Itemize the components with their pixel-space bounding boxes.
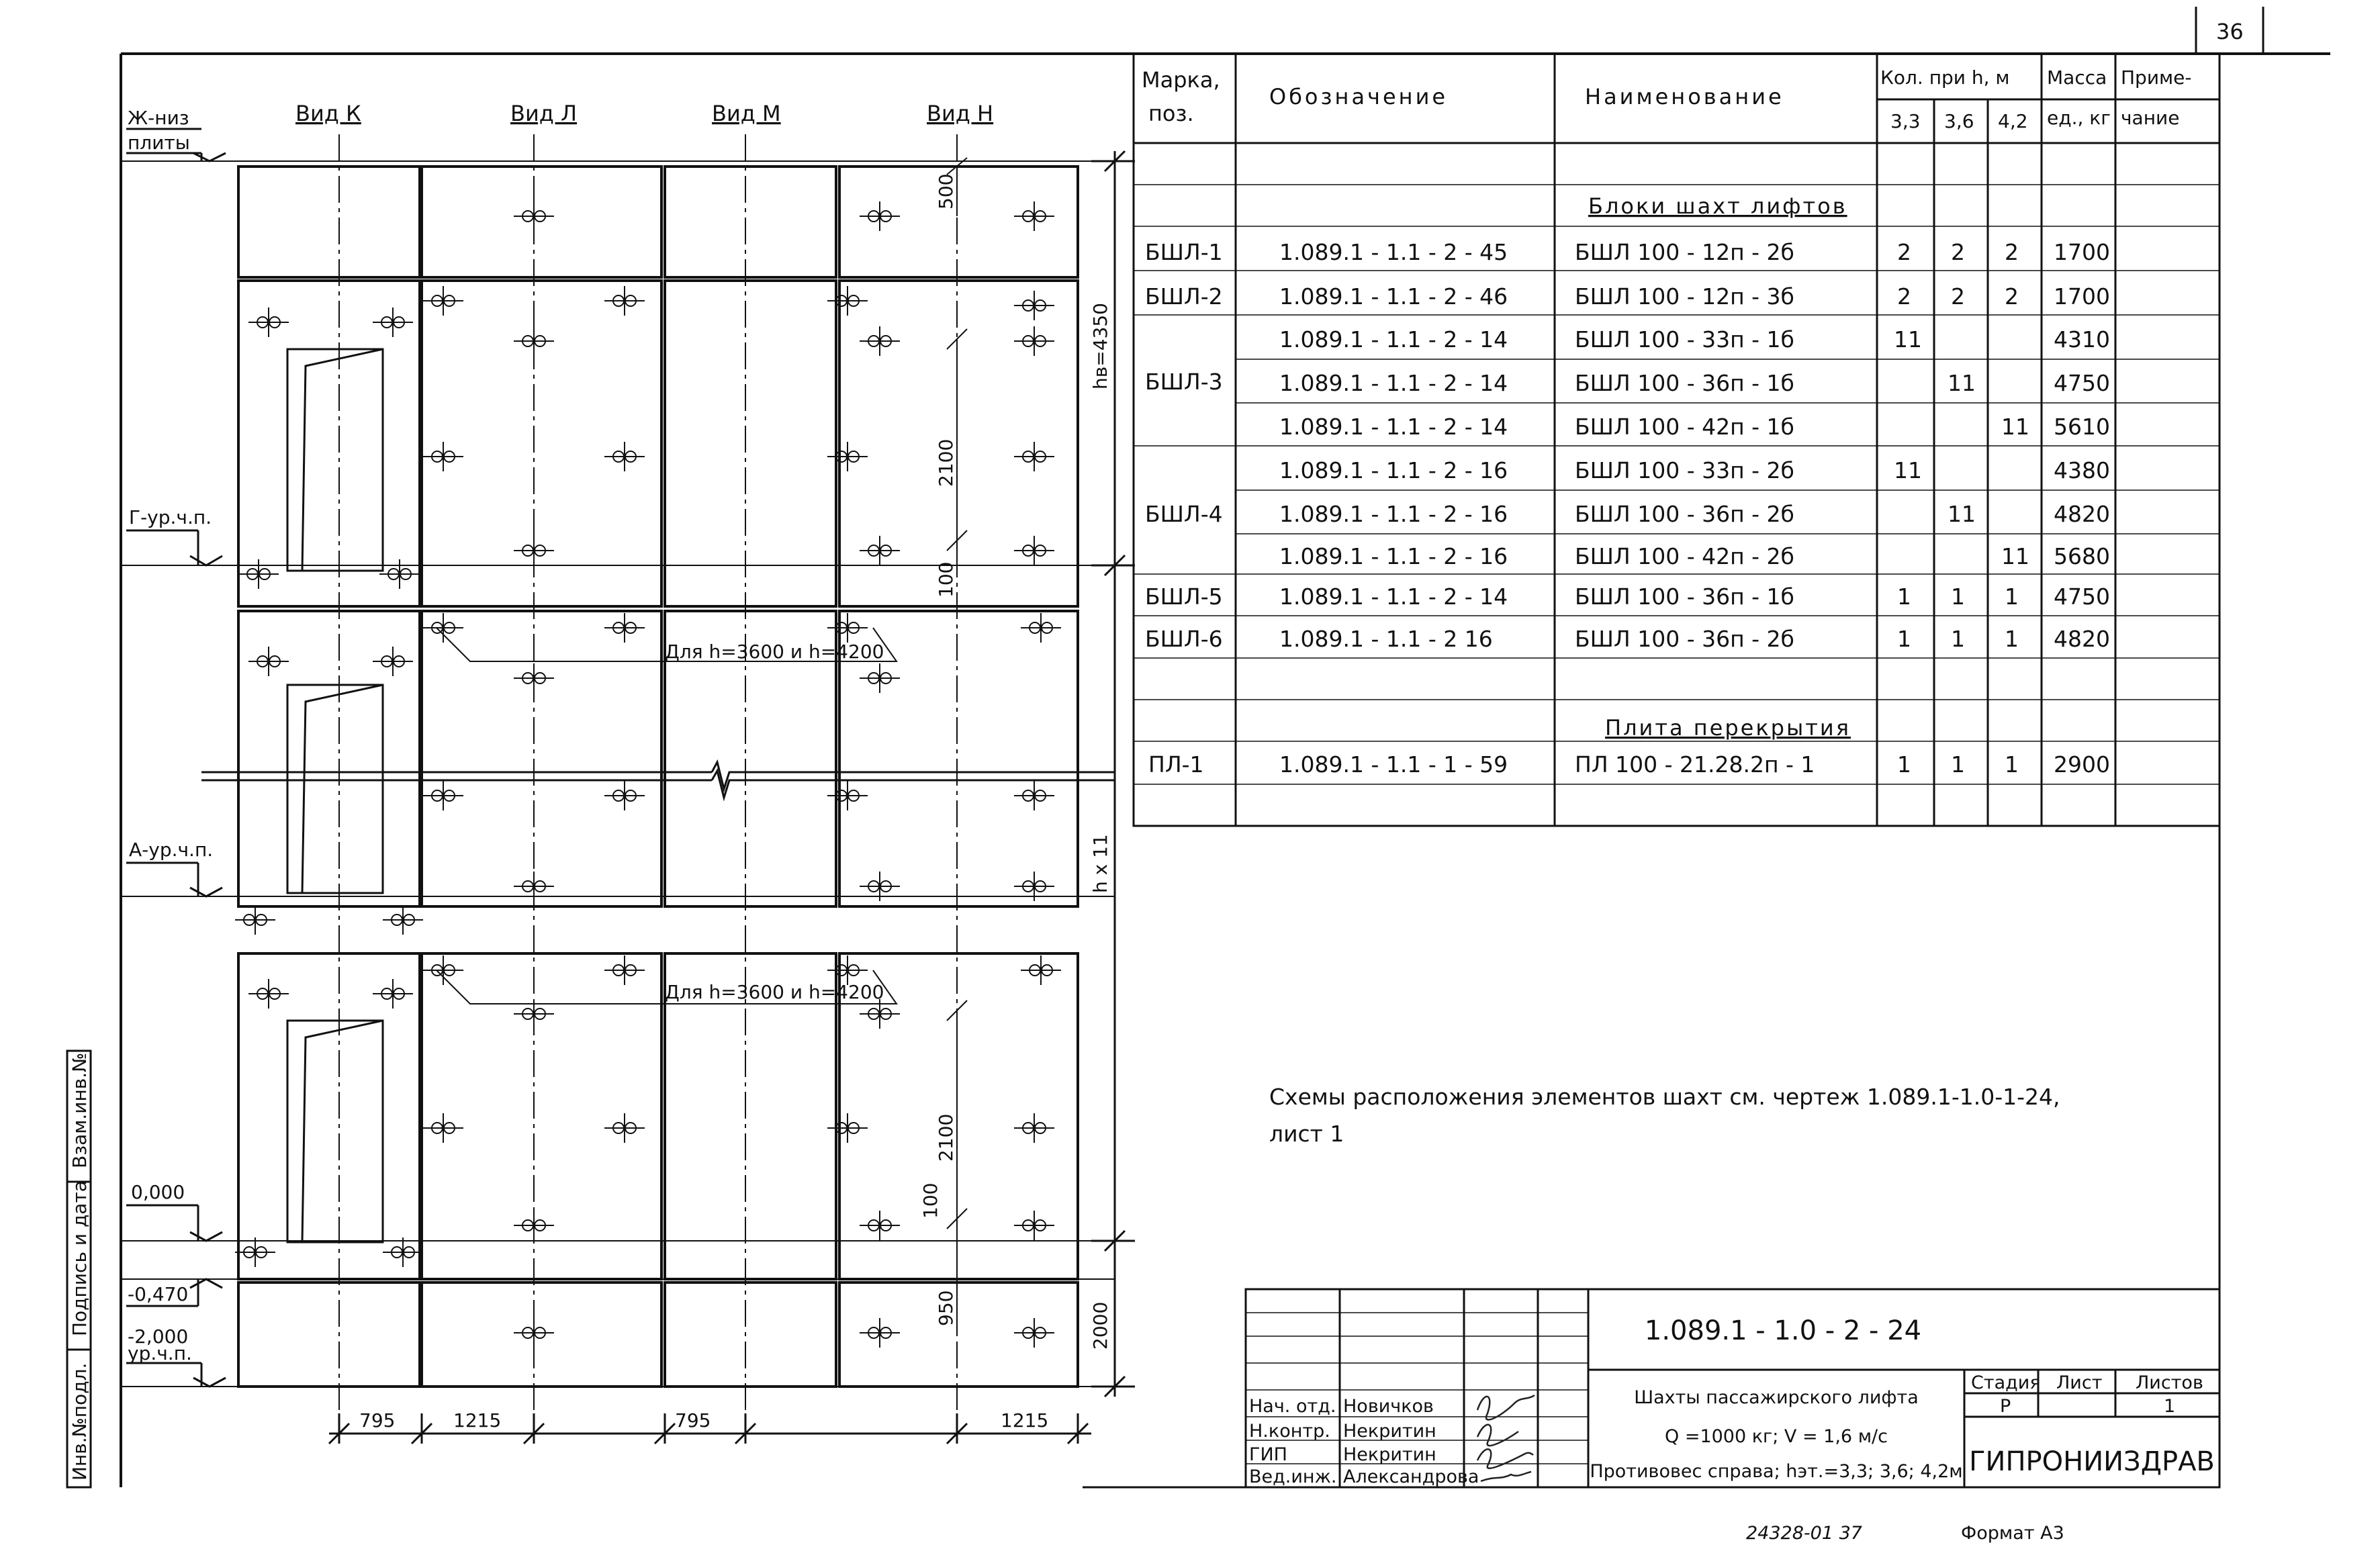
page-number: 36 bbox=[2216, 19, 2244, 44]
sig-name-4: Александрова bbox=[1343, 1466, 1479, 1487]
cell-name: БШЛ 100 - 42п - 2б bbox=[1575, 543, 1794, 569]
side-stamp-label-2: Подпись и дата bbox=[68, 1180, 91, 1336]
cell-mass: 5680 bbox=[2054, 543, 2110, 569]
cell-name: БШЛ 100 - 12п - 2б bbox=[1575, 239, 1794, 265]
view-title-l: Вид Л bbox=[510, 101, 578, 126]
level-label-a: А-ур.ч.п. bbox=[129, 839, 214, 861]
cell-mass: 1700 bbox=[2054, 239, 2110, 265]
cell-qty-36: 1 bbox=[1951, 626, 1965, 652]
anchor-mark bbox=[514, 1211, 554, 1240]
spec-table bbox=[1134, 54, 2219, 826]
note-h3600-4200-2: Для h=3600 и h=4200 bbox=[665, 981, 884, 1003]
anchor-mark bbox=[383, 905, 423, 935]
hdr-note-1: Приме- bbox=[2121, 66, 2192, 89]
side-stamp-label-3: Инв.№подл. bbox=[68, 1362, 91, 1481]
anchor-mark bbox=[1014, 781, 1054, 810]
dim-bottom-1215-a: 1215 bbox=[453, 1409, 502, 1432]
anchor-mark bbox=[423, 955, 463, 985]
anchor-mark bbox=[860, 201, 900, 231]
cell-qty-33: 2 bbox=[1897, 283, 1911, 310]
anchor-mark bbox=[1014, 201, 1054, 231]
anchor-mark bbox=[860, 536, 900, 565]
side-stamp-label-1: Взам.инв.№ bbox=[68, 1052, 91, 1168]
dim-hv: hв=4350 bbox=[1089, 303, 1111, 389]
view-title-m: Вид М bbox=[712, 101, 781, 126]
cell-designation: 1.089.1 - 1.1 - 2 - 16 bbox=[1279, 457, 1508, 483]
anchor-mark bbox=[514, 1318, 554, 1348]
cell-designation: 1.089.1 - 1.1 - 2 16 bbox=[1279, 626, 1493, 652]
table-row bbox=[1279, 326, 2110, 353]
cell-mass: 5610 bbox=[2054, 414, 2110, 440]
anchor-mark bbox=[373, 647, 413, 676]
hdr-qty-33: 3,3 bbox=[1890, 110, 1921, 132]
level-label-zero: 0,000 bbox=[131, 1181, 185, 1203]
cell-mark: БШЛ-1 bbox=[1145, 239, 1223, 265]
anchor-mark bbox=[373, 308, 413, 337]
cell-designation: 1.089.1 - 1.1 - 2 - 16 bbox=[1279, 543, 1508, 569]
cell-mark: БШЛ-3 bbox=[1145, 369, 1223, 395]
panel-row-2 bbox=[238, 611, 1078, 906]
doc-code: 1.089.1 - 1.0 - 2 - 24 bbox=[1644, 1315, 1922, 1346]
doc-title-2: Q =1000 кг; V = 1,6 м/с bbox=[1664, 1426, 1888, 1447]
anchor-mark bbox=[235, 1237, 275, 1267]
anchor-mark bbox=[860, 1318, 900, 1348]
anchor-mark bbox=[604, 1113, 645, 1143]
cell-qty-36: 2 bbox=[1951, 239, 1965, 265]
anchor-mark bbox=[827, 1113, 868, 1143]
dim-bottom-795-b: 795 bbox=[675, 1409, 711, 1432]
cell-qty-42: 11 bbox=[2001, 414, 2029, 440]
note-h3600-4200-1: Для h=3600 и h=4200 bbox=[665, 641, 884, 663]
level-label-g: Г-ур.ч.п. bbox=[129, 506, 212, 528]
cell-qty-36: 2 bbox=[1951, 283, 1965, 310]
level-label-top-1: Ж-низ bbox=[128, 107, 189, 129]
sig-name-3: Некритин bbox=[1343, 1444, 1436, 1465]
cell-name: БШЛ 100 - 36п - 2б bbox=[1575, 501, 1794, 527]
cell-qty-36: 11 bbox=[1948, 501, 1976, 527]
dim-2100-lower: 2100 bbox=[935, 1113, 957, 1162]
section-title-slab: Плита перекрытия bbox=[1605, 715, 1851, 741]
cell-mark: БШЛ-5 bbox=[1145, 583, 1223, 610]
cell-mass: 4820 bbox=[2054, 501, 2110, 527]
anchor-mark bbox=[514, 326, 554, 356]
cell-qty-36: 1 bbox=[1951, 751, 1965, 778]
cell-name: БШЛ 100 - 33п - 2б bbox=[1575, 457, 1794, 483]
cell-qty-36: 1 bbox=[1951, 583, 1965, 610]
hdr-designation: Обозначение bbox=[1269, 84, 1449, 109]
anchor-mark bbox=[604, 955, 645, 985]
cell-qty-33: 2 bbox=[1897, 239, 1911, 265]
dim-100-lower: 100 bbox=[919, 1182, 942, 1219]
anchor-mark bbox=[235, 905, 275, 935]
level-label-2000-1: -2,000 bbox=[128, 1325, 189, 1348]
level-lines bbox=[121, 161, 1115, 1387]
cell-qty-42: 1 bbox=[2005, 751, 2019, 778]
cell-designation: 1.089.1 - 1.1 - 2 - 14 bbox=[1279, 370, 1508, 396]
stage-value: Р bbox=[2000, 1396, 2011, 1417]
anchor-mark bbox=[248, 647, 289, 676]
anchor-mark bbox=[238, 559, 279, 589]
cell-designation: 1.089.1 - 1.1 - 2 - 45 bbox=[1279, 239, 1508, 265]
hdr-qty-42: 4,2 bbox=[1998, 110, 2028, 132]
sheet-label: Лист bbox=[2056, 1372, 2103, 1393]
anchor-mark bbox=[248, 308, 289, 337]
cell-mark: ПЛ-1 bbox=[1148, 751, 1204, 778]
cell-name: БШЛ 100 - 36п - 1б bbox=[1575, 370, 1794, 396]
doc-title-1: Шахты пассажирского лифта bbox=[1634, 1387, 1919, 1408]
anchor-mark bbox=[1014, 1113, 1054, 1143]
dim-100-upper: 100 bbox=[935, 561, 957, 598]
view-title-n: Вид Н bbox=[927, 101, 994, 126]
table-row bbox=[1145, 239, 2110, 265]
stage-label: Стадия bbox=[1971, 1372, 2041, 1393]
anchor-mark bbox=[827, 613, 868, 643]
anchor-mark bbox=[248, 979, 289, 1009]
cell-qty-42: 1 bbox=[2005, 583, 2019, 610]
cell-mark: БШЛ-2 bbox=[1145, 283, 1223, 310]
level-label-top-2: плиты bbox=[128, 132, 190, 154]
anchor-mark bbox=[1014, 1211, 1054, 1240]
cell-designation: 1.089.1 - 1.1 - 2 - 14 bbox=[1279, 414, 1508, 440]
hdr-mark-2: поз. bbox=[1148, 101, 1194, 126]
anchor-mark bbox=[423, 442, 463, 471]
signature-scribbles bbox=[1477, 1395, 1535, 1481]
cell-name: БШЛ 100 - 12п - 3б bbox=[1575, 283, 1794, 310]
table-row bbox=[1145, 501, 2110, 527]
cell-designation: 1.089.1 - 1.1 - 2 - 14 bbox=[1279, 583, 1508, 610]
section-title-blocks: Блоки шахт лифтов bbox=[1588, 193, 1847, 219]
table-row bbox=[1145, 626, 2110, 652]
anchor-mark bbox=[1014, 291, 1054, 320]
hdr-mark-1: Марка, bbox=[1142, 67, 1220, 93]
cell-qty-42: 2 bbox=[2005, 283, 2019, 310]
organization-name: ГИПРОНИИЗДРАВ bbox=[1969, 1446, 2215, 1477]
anchor-mark bbox=[827, 781, 868, 810]
general-note-line-2: лист 1 bbox=[1269, 1121, 1344, 1147]
sheets-value: 1 bbox=[2164, 1396, 2176, 1417]
cell-qty-33: 11 bbox=[1894, 457, 1922, 483]
dim-bottom-795-a: 795 bbox=[359, 1409, 396, 1432]
cell-mass: 4310 bbox=[2054, 326, 2110, 353]
cell-name: БШЛ 100 - 33п - 1б bbox=[1575, 326, 1794, 353]
dim-950: 950 bbox=[935, 1290, 957, 1326]
view-title-k: Вид К bbox=[295, 101, 361, 126]
dim-2000: 2000 bbox=[1089, 1301, 1111, 1350]
cell-mark: БШЛ-4 bbox=[1145, 501, 1223, 527]
anchor-mark bbox=[860, 663, 900, 693]
table-row bbox=[1145, 283, 2110, 310]
anchor-mark bbox=[604, 781, 645, 810]
anchor-mark bbox=[1014, 536, 1054, 565]
anchor-mark bbox=[827, 442, 868, 471]
anchor-mark bbox=[1014, 1318, 1054, 1348]
cell-designation: 1.089.1 - 1.1 - 2 - 16 bbox=[1279, 501, 1508, 527]
cell-qty-42: 2 bbox=[2005, 239, 2019, 265]
hdr-mass-2: ед., кг bbox=[2047, 107, 2111, 129]
cell-qty-36: 11 bbox=[1948, 370, 1976, 396]
cell-qty-33: 1 bbox=[1897, 751, 1911, 778]
cell-designation: 1.089.1 - 1.1 - 2 - 14 bbox=[1279, 326, 1508, 353]
cell-mass: 4750 bbox=[2054, 370, 2110, 396]
anchor-mark bbox=[1014, 326, 1054, 356]
dim-500: 500 bbox=[935, 173, 957, 209]
table-row bbox=[1279, 414, 2110, 440]
sig-role-1: Нач. отд. bbox=[1249, 1396, 1336, 1417]
table-row bbox=[1279, 457, 2110, 483]
anchor-mark bbox=[423, 286, 463, 316]
cell-designation: 1.089.1 - 1.1 - 2 - 46 bbox=[1279, 283, 1508, 310]
anchor-mark bbox=[860, 326, 900, 356]
table-row bbox=[1145, 369, 2110, 396]
sig-name-1: Новичков bbox=[1343, 1396, 1434, 1417]
table-row bbox=[1148, 751, 2110, 778]
anchor-mark bbox=[1014, 442, 1054, 471]
anchor-mark bbox=[379, 559, 420, 589]
anchor-marks bbox=[235, 201, 1061, 1348]
cell-mass: 2900 bbox=[2054, 751, 2110, 778]
door-openings bbox=[287, 349, 383, 1242]
level-label-0470: -0,470 bbox=[128, 1283, 189, 1305]
sig-role-2: Н.контр. bbox=[1249, 1421, 1330, 1442]
anchor-mark bbox=[383, 1237, 423, 1267]
hdr-qty-36: 3,6 bbox=[1944, 110, 1974, 132]
table-row bbox=[1145, 583, 2110, 610]
dim-2100-upper: 2100 bbox=[935, 438, 957, 487]
dim-bottom-1215-b: 1215 bbox=[1001, 1409, 1049, 1432]
cell-qty-42: 1 bbox=[2005, 626, 2019, 652]
anchor-mark bbox=[604, 442, 645, 471]
anchor-mark bbox=[1021, 613, 1061, 643]
hdr-note-2: чание bbox=[2121, 107, 2180, 129]
sig-name-2: Некритин bbox=[1343, 1421, 1436, 1442]
anchor-mark bbox=[604, 613, 645, 643]
doc-title-3: Противовес справа; hэт.=3,3; 3,6; 4,2м bbox=[1590, 1461, 1963, 1482]
anchor-mark bbox=[423, 613, 463, 643]
cell-name: ПЛ 100 - 21.28.2п - 1 bbox=[1575, 751, 1815, 778]
elevation-views bbox=[121, 101, 1135, 1444]
anchor-mark bbox=[514, 663, 554, 693]
anchor-mark bbox=[827, 286, 868, 316]
level-label-2000-2: ур.ч.п. bbox=[128, 1342, 192, 1364]
anchor-mark bbox=[860, 1211, 900, 1240]
cell-mark: БШЛ-6 bbox=[1145, 626, 1223, 652]
dim-hx11: h x 11 bbox=[1089, 834, 1111, 893]
paper-format: Формат А3 bbox=[1961, 1523, 2064, 1544]
anchor-mark bbox=[514, 536, 554, 565]
sheet-frame bbox=[121, 7, 2330, 1487]
cell-qty-33: 1 bbox=[1897, 583, 1911, 610]
general-note-line-1: Схемы расположения элементов шахт см. чертеж 1.089.1-1.0-1-24, bbox=[1269, 1084, 2060, 1110]
cell-mass: 4750 bbox=[2054, 583, 2110, 610]
cell-qty-33: 11 bbox=[1894, 326, 1922, 353]
hdr-name: Наименование bbox=[1585, 84, 1784, 109]
table-row bbox=[1279, 543, 2110, 569]
sig-role-3: ГИП bbox=[1249, 1444, 1287, 1465]
archive-number: 24328-01 37 bbox=[1746, 1523, 1862, 1544]
sig-role-4: Вед.инж. bbox=[1249, 1466, 1337, 1487]
cell-mass: 1700 bbox=[2054, 283, 2110, 310]
cell-name: БШЛ 100 - 36п - 1б bbox=[1575, 583, 1794, 610]
title-block bbox=[1246, 1289, 2219, 1487]
anchor-mark bbox=[423, 1113, 463, 1143]
cell-designation: 1.089.1 - 1.1 - 1 - 59 bbox=[1279, 751, 1508, 778]
anchor-mark bbox=[423, 781, 463, 810]
anchor-mark bbox=[1021, 955, 1061, 985]
sheets-label: Листов bbox=[2136, 1372, 2203, 1393]
cell-qty-33: 1 bbox=[1897, 626, 1911, 652]
cell-mass: 4380 bbox=[2054, 457, 2110, 483]
cell-name: БШЛ 100 - 36п - 2б bbox=[1575, 626, 1794, 652]
anchor-mark bbox=[514, 201, 554, 231]
anchor-mark bbox=[604, 286, 645, 316]
cell-name: БШЛ 100 - 42п - 1б bbox=[1575, 414, 1794, 440]
cell-qty-42: 11 bbox=[2001, 543, 2029, 569]
hdr-mass-1: Масса bbox=[2047, 66, 2107, 89]
cell-mass: 4820 bbox=[2054, 626, 2110, 652]
anchor-mark bbox=[373, 979, 413, 1009]
hdr-qty-title: Кол. при h, м bbox=[1880, 66, 2010, 89]
